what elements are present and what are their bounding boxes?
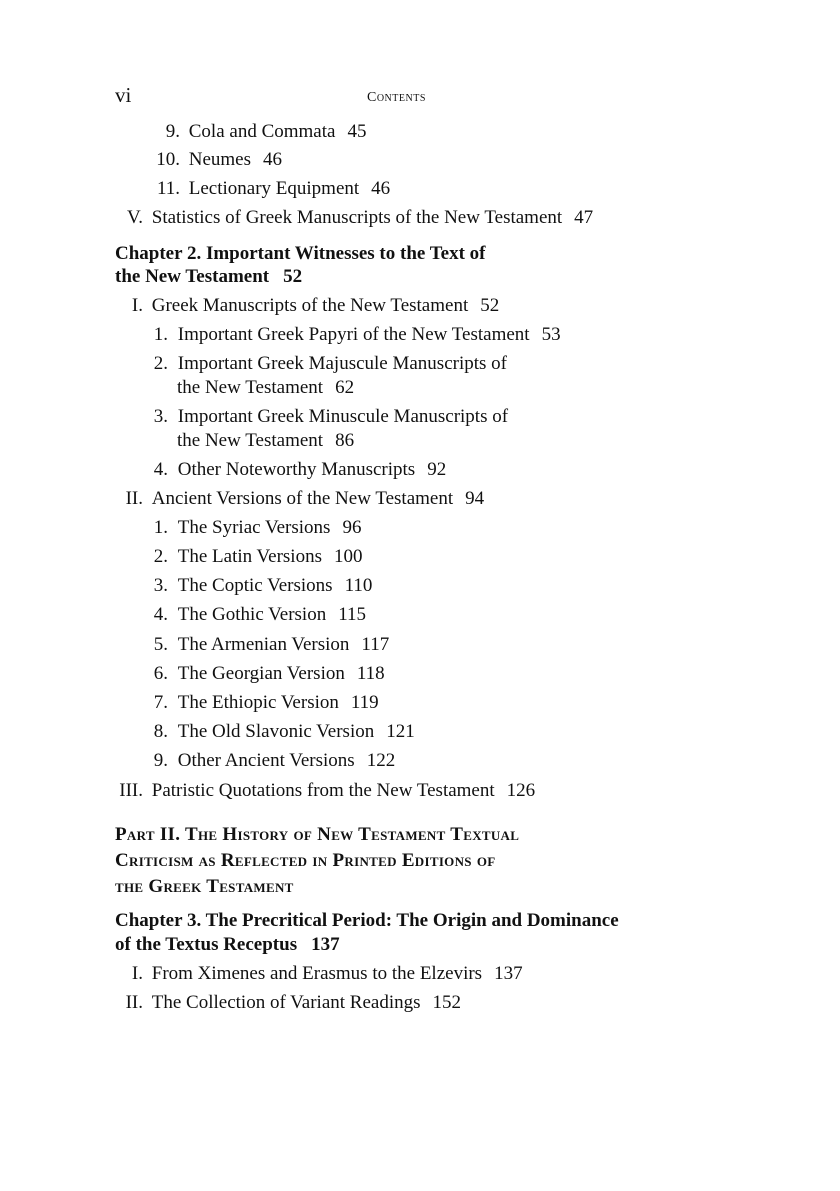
- toc-entry: [115, 294, 499, 318]
- toc-entry: [142, 148, 282, 172]
- entry-title: The Armenian Version: [177, 634, 350, 655]
- running-title: Contents: [367, 90, 426, 105]
- entry-number: 4.: [153, 604, 168, 625]
- entry-page: 137: [311, 934, 340, 955]
- entry-title: The Old Slavonic Version: [177, 721, 375, 742]
- entry-page: 152: [432, 992, 462, 1013]
- toc-entry: [142, 323, 561, 347]
- part-heading-continued: [115, 875, 294, 899]
- entry-number: 9.: [165, 121, 180, 142]
- toc-entry: [142, 603, 366, 627]
- entry-page: 121: [386, 721, 415, 742]
- toc-entry: [142, 352, 507, 376]
- entry-title: Other Noteworthy Manuscripts: [177, 459, 416, 480]
- entry-number: 10.: [156, 149, 180, 170]
- entry-title: Ancient Versions of the New Testament: [151, 488, 454, 509]
- entry-title: Other Ancient Versions: [177, 750, 355, 771]
- entry-title: The Gothic Version: [177, 604, 327, 625]
- toc-entry: [142, 574, 372, 598]
- entry-page: 126: [506, 780, 536, 801]
- toc-entry: [142, 662, 385, 686]
- entry-page: 46: [371, 178, 391, 199]
- entry-title: Lectionary Equipment: [188, 178, 360, 199]
- entry-page: 117: [361, 634, 390, 655]
- entry-number: II.: [125, 488, 143, 509]
- toc-entry: [142, 720, 415, 744]
- toc-entry: [142, 749, 395, 773]
- entry-title: Important Greek Minuscule Manuscripts of: [177, 406, 509, 427]
- entry-number: 2.: [153, 353, 168, 374]
- toc-entry: [142, 516, 361, 540]
- entry-page: 110: [344, 575, 373, 596]
- entry-page: 94: [465, 488, 485, 509]
- entry-title: Neumes: [188, 149, 252, 170]
- toc-entry: [115, 962, 523, 986]
- toc-entry: [142, 405, 508, 429]
- entry-title: Important Greek Papyri of the New Testament: [177, 324, 530, 345]
- entry-page: 86: [335, 430, 355, 451]
- entry-title: Greek Manuscripts of the New Testament: [151, 295, 469, 316]
- entry-title: Important Greek Majuscule Manuscripts of: [177, 353, 507, 374]
- entry-title: the New Testament: [177, 430, 324, 451]
- entry-page: 115: [338, 604, 367, 625]
- entry-title: The Collection of Variant Readings: [151, 992, 421, 1013]
- entry-number: 2.: [153, 546, 168, 567]
- toc-entry: [115, 206, 593, 230]
- entry-page: 52: [480, 295, 500, 316]
- chapter-heading-continued: [115, 933, 340, 957]
- entry-title: Cola and Commata: [188, 121, 336, 142]
- entry-title: The Ethiopic Version: [177, 692, 339, 713]
- entry-number: 11.: [156, 178, 180, 199]
- chapter-heading: [115, 909, 619, 933]
- entry-page: 52: [283, 266, 303, 287]
- entry-title: From Ximenes and Erasmus to the Elzevirs: [151, 963, 483, 984]
- toc-entry: [142, 633, 389, 657]
- entry-page: 137: [494, 963, 523, 984]
- chapter-title: the New Testament: [115, 266, 270, 287]
- entry-page: 53: [541, 324, 561, 345]
- entry-number: II.: [125, 992, 143, 1013]
- entry-number: 8.: [153, 721, 168, 742]
- entry-page: 96: [342, 517, 362, 538]
- entry-number: I.: [131, 295, 143, 316]
- entry-page: 47: [574, 207, 594, 228]
- toc-entry: [142, 691, 379, 715]
- entry-title: The Syriac Versions: [177, 517, 331, 538]
- entry-number: 7.: [153, 692, 168, 713]
- entry-number: 3.: [153, 575, 168, 596]
- toc-entry: [115, 991, 461, 1015]
- entry-number: 6.: [153, 663, 168, 684]
- entry-number: V.: [126, 207, 143, 228]
- toc-entry: [142, 545, 363, 569]
- entry-page: 46: [263, 149, 283, 170]
- entry-title: The Coptic Versions: [177, 575, 333, 596]
- toc-entry: [142, 458, 446, 482]
- chapter-title: of the Textus Receptus: [115, 934, 298, 955]
- entry-number: 1.: [153, 517, 168, 538]
- part-title: the Greek Testament: [115, 876, 294, 897]
- entry-title: Statistics of Greek Manuscripts of the New Testament: [151, 207, 563, 228]
- entry-page: 119: [350, 692, 379, 713]
- chapter-heading: [115, 242, 486, 266]
- toc-entry: [142, 177, 390, 201]
- entry-page: 100: [334, 546, 363, 567]
- entry-title: Patristic Quotations from the New Testament: [151, 780, 495, 801]
- entry-title: The Latin Versions: [177, 546, 322, 567]
- toc-entry-continued: [177, 429, 354, 453]
- part-title: Part II. The History of New Testament Textual: [115, 824, 520, 845]
- entry-title: the New Testament: [177, 377, 324, 398]
- entry-number: III.: [119, 780, 143, 801]
- entry-number: 5.: [153, 634, 168, 655]
- entry-number: 9.: [153, 750, 168, 771]
- entry-page: 62: [335, 377, 355, 398]
- chapter-heading-continued: [115, 265, 302, 289]
- part-heading-continued: [115, 849, 496, 873]
- entry-number: I.: [131, 963, 143, 984]
- entry-number: 3.: [153, 406, 168, 427]
- part-heading: [115, 823, 519, 847]
- chapter-title: Chapter 3. The Precritical Period: The Origin and Dominance: [115, 910, 619, 931]
- toc-entry-continued: [177, 376, 354, 400]
- entry-number: 1.: [153, 324, 168, 345]
- entry-page: 45: [347, 121, 367, 142]
- chapter-title: Chapter 2. Important Witnesses to the Text of: [115, 243, 486, 264]
- toc-entry: [142, 120, 366, 144]
- toc-entry: [115, 487, 484, 511]
- entry-page: 118: [356, 663, 385, 684]
- entry-page: 122: [366, 750, 396, 771]
- page-folio: vi: [115, 83, 132, 107]
- part-title: Criticism as Reflected in Printed Editions of: [115, 850, 496, 871]
- toc-entry: [113, 779, 535, 803]
- entry-number: 4.: [153, 459, 168, 480]
- entry-page: 92: [427, 459, 447, 480]
- entry-title: The Georgian Version: [177, 663, 345, 684]
